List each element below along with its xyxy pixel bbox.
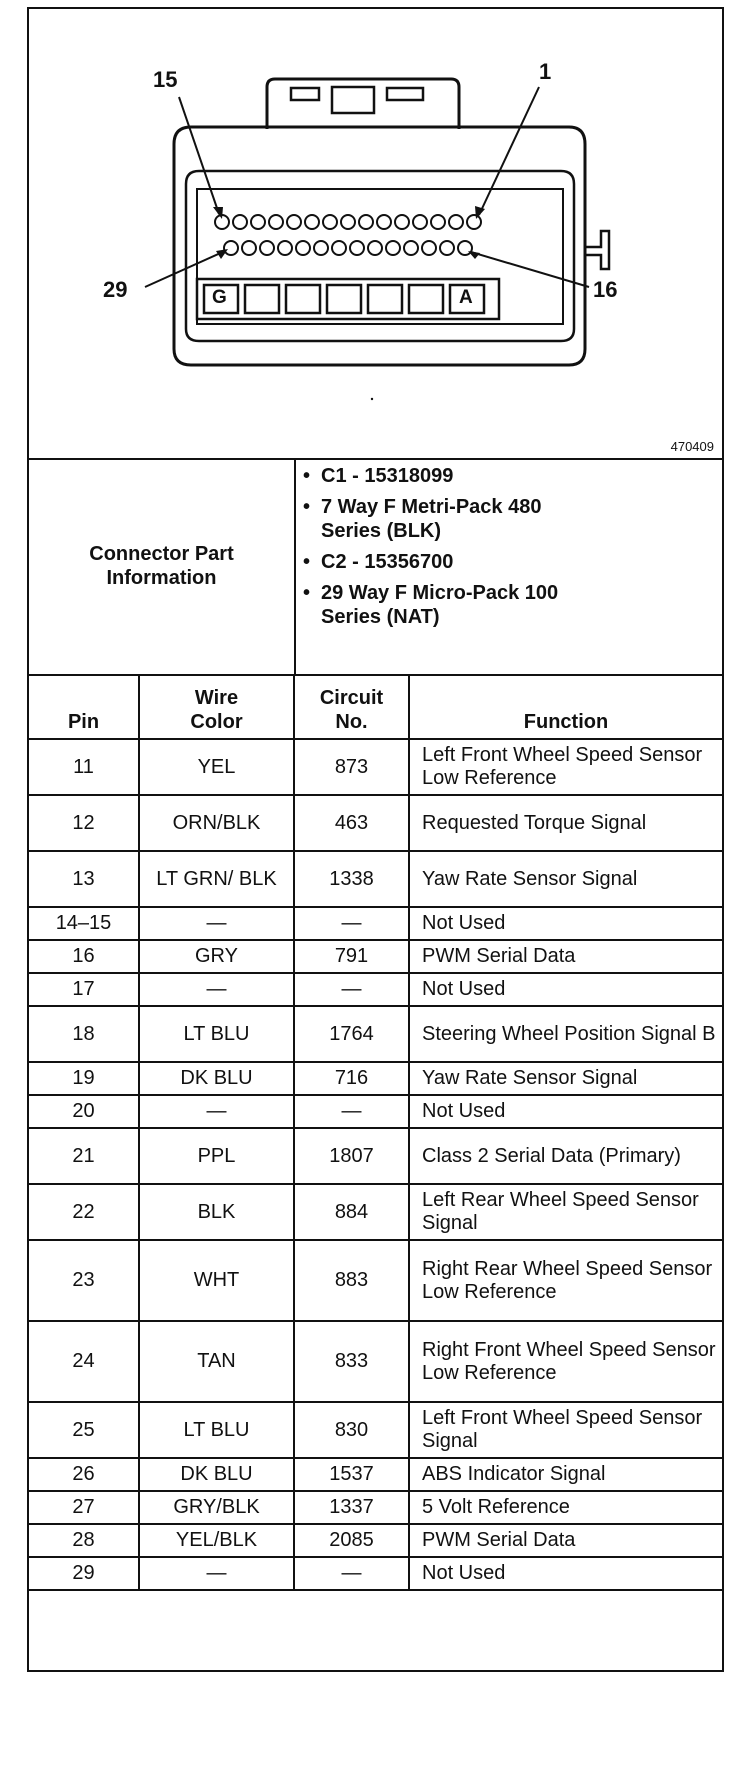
table-row <box>29 1557 722 1590</box>
connector-part-info <box>29 458 722 676</box>
pin-cell: 19 <box>29 1062 139 1095</box>
pin-cell: 11 <box>29 739 139 795</box>
wire-color-cell: DK BLU <box>139 1458 294 1491</box>
function-cell: PWM Serial Data <box>409 1524 722 1557</box>
wire-color-cell: LT GRN/ BLK <box>139 851 294 907</box>
connector-info-item: • C1 - 15318099 <box>299 464 719 488</box>
connector-diagram <box>29 9 722 460</box>
table-row <box>29 851 722 907</box>
table-row <box>29 1458 722 1491</box>
header-function: Function <box>409 675 722 739</box>
table-row <box>29 1128 722 1184</box>
table-row <box>29 1524 722 1557</box>
table-row <box>29 907 722 940</box>
circuit-cell: 1764 <box>294 1006 409 1062</box>
table-row <box>29 1240 722 1321</box>
wire-color-cell: — <box>139 1095 294 1128</box>
connector-sheet <box>27 7 724 1672</box>
table-row <box>29 940 722 973</box>
wire-color-cell: PPL <box>139 1128 294 1184</box>
function-cell: Left Front Wheel Speed Sensor Low Reference <box>409 739 722 795</box>
function-cell: 5 Volt Reference <box>409 1491 722 1524</box>
circuit-cell: 873 <box>294 739 409 795</box>
function-cell: Right Rear Wheel Speed Sensor Low Reference <box>409 1240 722 1321</box>
table-row <box>29 795 722 851</box>
header-pin: Pin <box>29 675 139 739</box>
circuit-cell: 884 <box>294 1184 409 1240</box>
pin-cell: 20 <box>29 1095 139 1128</box>
wire-color-cell: — <box>139 1557 294 1590</box>
table-row <box>29 1491 722 1524</box>
circuit-cell: — <box>294 1095 409 1128</box>
wire-color-cell: DK BLU <box>139 1062 294 1095</box>
circuit-cell: 830 <box>294 1402 409 1458</box>
function-cell: PWM Serial Data <box>409 940 722 973</box>
circuit-cell: — <box>294 907 409 940</box>
pin-cell: 29 <box>29 1557 139 1590</box>
wire-color-cell: LT BLU <box>139 1006 294 1062</box>
circuit-cell: 1337 <box>294 1491 409 1524</box>
wire-color-cell: YEL/BLK <box>139 1524 294 1557</box>
connector-info-list <box>299 464 719 636</box>
pin-cell: 13 <box>29 851 139 907</box>
pin-cell: 12 <box>29 795 139 851</box>
wire-color-cell: GRY/BLK <box>139 1491 294 1524</box>
pin-label-1: 1 <box>539 59 552 84</box>
function-cell: Not Used <box>409 1095 722 1128</box>
circuit-cell: 791 <box>294 940 409 973</box>
function-cell: Not Used <box>409 1557 722 1590</box>
header-wire-color: Wire Color <box>139 675 294 739</box>
table-row <box>29 973 722 1006</box>
cavity-label-g: G <box>212 287 227 308</box>
wire-color-cell: LT BLU <box>139 1402 294 1458</box>
pin-cell: 24 <box>29 1321 139 1402</box>
connector-info-item: • 29 Way F Micro-Pack 100 Series (NAT) <box>299 581 581 629</box>
table-row <box>29 1184 722 1240</box>
pin-cell: 17 <box>29 973 139 1006</box>
pin-label-29: 29 <box>103 277 128 302</box>
function-cell: Yaw Rate Sensor Signal <box>409 851 722 907</box>
function-cell: Class 2 Serial Data (Primary) <box>409 1128 722 1184</box>
table-row <box>29 739 722 795</box>
pin-cell: 14–15 <box>29 907 139 940</box>
connector-drawing <box>29 9 722 456</box>
pin-label-15: 15 <box>153 67 178 92</box>
table-row <box>29 1062 722 1095</box>
pinout-table <box>29 674 722 1591</box>
wire-color-cell: WHT <box>139 1240 294 1321</box>
pin-cell: 26 <box>29 1458 139 1491</box>
connector-info-item: • C2 - 15356700 <box>299 550 719 574</box>
function-cell: Not Used <box>409 973 722 1006</box>
pin-cell: 27 <box>29 1491 139 1524</box>
function-cell: Requested Torque Signal <box>409 795 722 851</box>
circuit-cell: 2085 <box>294 1524 409 1557</box>
wire-color-cell: TAN <box>139 1321 294 1402</box>
circuit-cell: — <box>294 1557 409 1590</box>
wire-color-cell: YEL <box>139 739 294 795</box>
figure-id: 470409 <box>670 439 714 454</box>
wire-color-cell: — <box>139 973 294 1006</box>
table-row <box>29 1402 722 1458</box>
pin-cell: 16 <box>29 940 139 973</box>
pin-cell: 22 <box>29 1184 139 1240</box>
wire-color-cell: ORN/BLK <box>139 795 294 851</box>
function-cell: ABS Indicator Signal <box>409 1458 722 1491</box>
table-row <box>29 1006 722 1062</box>
pin-cell: 18 <box>29 1006 139 1062</box>
circuit-cell: 1807 <box>294 1128 409 1184</box>
wire-color-cell: GRY <box>139 940 294 973</box>
cavity-label-a: A <box>459 287 473 308</box>
circuit-cell: 463 <box>294 795 409 851</box>
function-cell: Not Used <box>409 907 722 940</box>
circuit-cell: 1537 <box>294 1458 409 1491</box>
function-cell: Yaw Rate Sensor Signal <box>409 1062 722 1095</box>
header-circuit-no: Circuit No. <box>294 675 409 739</box>
circuit-cell: 833 <box>294 1321 409 1402</box>
function-cell: Right Front Wheel Speed Sensor Low Reference <box>409 1321 722 1402</box>
pin-cell: 28 <box>29 1524 139 1557</box>
table-row <box>29 1321 722 1402</box>
table-row <box>29 1095 722 1128</box>
connector-info-label: Connector Part Information <box>29 458 296 674</box>
circuit-cell: 716 <box>294 1062 409 1095</box>
wire-color-cell: BLK <box>139 1184 294 1240</box>
connector-info-item: • 7 Way F Metri-Pack 480 Series (BLK) <box>299 495 571 543</box>
pin-cell: 25 <box>29 1402 139 1458</box>
pin-cell: 21 <box>29 1128 139 1184</box>
pin-label-16: 16 <box>593 277 618 302</box>
circuit-cell: 1338 <box>294 851 409 907</box>
function-cell: Left Front Wheel Speed Sensor Signal <box>409 1402 722 1458</box>
wire-color-cell: — <box>139 907 294 940</box>
pin-cell: 23 <box>29 1240 139 1321</box>
function-cell: Left Rear Wheel Speed Sensor Signal <box>409 1184 722 1240</box>
function-cell: Steering Wheel Position Signal B <box>409 1006 722 1062</box>
circuit-cell: 883 <box>294 1240 409 1321</box>
circuit-cell: — <box>294 973 409 1006</box>
